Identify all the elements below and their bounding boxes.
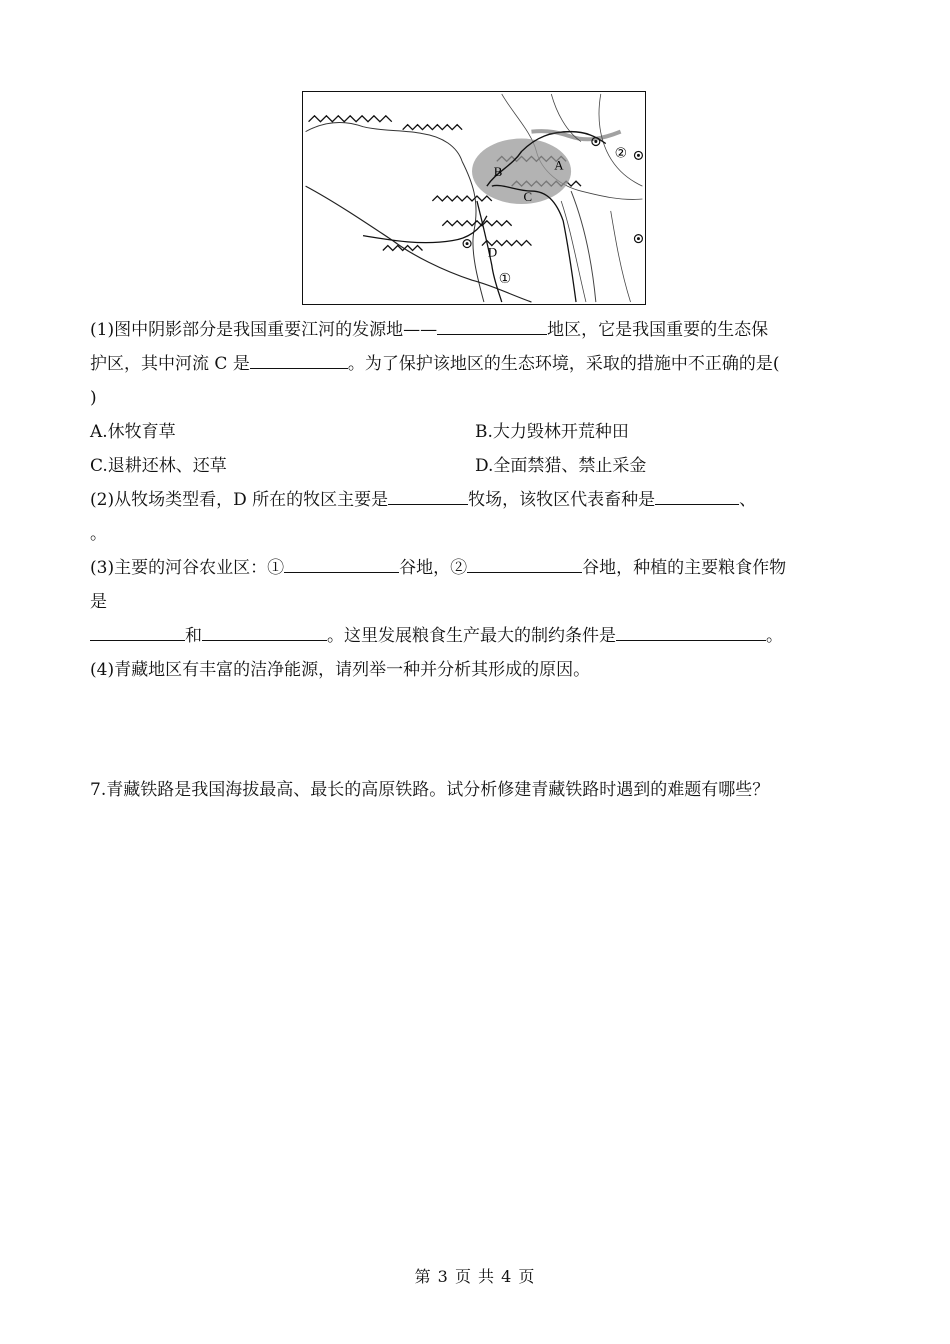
qinghai-tibet-map	[302, 91, 646, 305]
map-label-d: D	[487, 245, 498, 260]
q2-text-d: 。	[90, 524, 107, 544]
q1-option-a[interactable]: A.休牧育草	[90, 422, 176, 442]
q3-line1	[90, 551, 870, 585]
q2-blank-livestock[interactable]	[655, 484, 739, 505]
q2-text-b: 牧场，该牧区代表畜种是	[468, 490, 656, 510]
q3-text-d: 是	[90, 592, 107, 612]
q3-blank-crop2[interactable]	[202, 620, 327, 641]
q1-blank-region[interactable]	[437, 314, 547, 335]
q3-blank-valley2[interactable]	[467, 552, 582, 573]
q4-text: (4)青藏地区有丰富的洁净能源，请列举一种并分析其形成的原因。	[90, 660, 591, 680]
q1-text-a: (1)图中阴影部分是我国重要江河的发源地——	[90, 320, 438, 340]
map-svg	[303, 92, 645, 304]
q3-blank-valley1[interactable]	[284, 552, 399, 573]
q3-blank-constraint[interactable]	[616, 620, 766, 641]
q7-text: 7.青藏铁路是我国海拔最高、最长的高原铁路。试分析修建青藏铁路时遇到的难题有哪些？	[90, 780, 770, 800]
q3-text-f: 。这里发展粮食生产最大的制约条件是	[327, 626, 616, 646]
q1-options-row2	[90, 449, 870, 483]
q1-text-c: 护区，其中河流 C 是	[90, 354, 250, 374]
q2-line1	[90, 483, 870, 517]
q2-line2	[90, 517, 870, 551]
map-label-b: B	[493, 165, 503, 180]
q1-text-b: 地区，它是我国重要的生态保	[547, 320, 769, 340]
q1-line3	[90, 381, 870, 415]
q3-text-c: 谷地，种植的主要粮食作物	[582, 558, 787, 578]
q3-line3	[90, 619, 870, 653]
q1-option-d[interactable]: D.全面禁猎、禁止采金	[475, 456, 647, 476]
q1-option-c[interactable]: C.退耕还林、还草	[90, 456, 227, 476]
page-footer: 第 3 页 共 4 页	[414, 1267, 536, 1286]
q2-text-c: 、	[739, 490, 757, 510]
q1-answer-paren: )	[90, 388, 97, 408]
questions-block	[90, 313, 870, 687]
q3-text-b: 谷地，②	[399, 558, 468, 578]
q2-text-a: (2)从牧场类型看，D 所在的牧区主要是	[90, 490, 389, 510]
q3-text-e: 和	[185, 626, 202, 646]
q1-line1	[90, 313, 870, 347]
q1-options-row1	[90, 415, 870, 449]
map-label-a: A	[554, 158, 564, 173]
q3-text-a: (3)主要的河谷农业区：①	[90, 558, 285, 578]
map-label-c: C	[523, 189, 533, 204]
q3-blank-crop1[interactable]	[90, 620, 185, 641]
q1-option-b[interactable]: B.大力毁林开荒种田	[475, 422, 629, 442]
q1-line2	[90, 347, 870, 381]
q1-text-d: 。为了保护该地区的生态环境，采取的措施中不正确的是(	[347, 354, 780, 374]
q2-blank-pasture[interactable]	[388, 484, 468, 505]
map-label-circle1: ①	[498, 271, 512, 288]
q4-line	[90, 653, 870, 687]
q3-line2	[90, 585, 870, 619]
q1-blank-river[interactable]	[250, 348, 348, 369]
q3-text-g: 。	[766, 626, 783, 646]
map-label-circle2: ②	[614, 145, 628, 162]
